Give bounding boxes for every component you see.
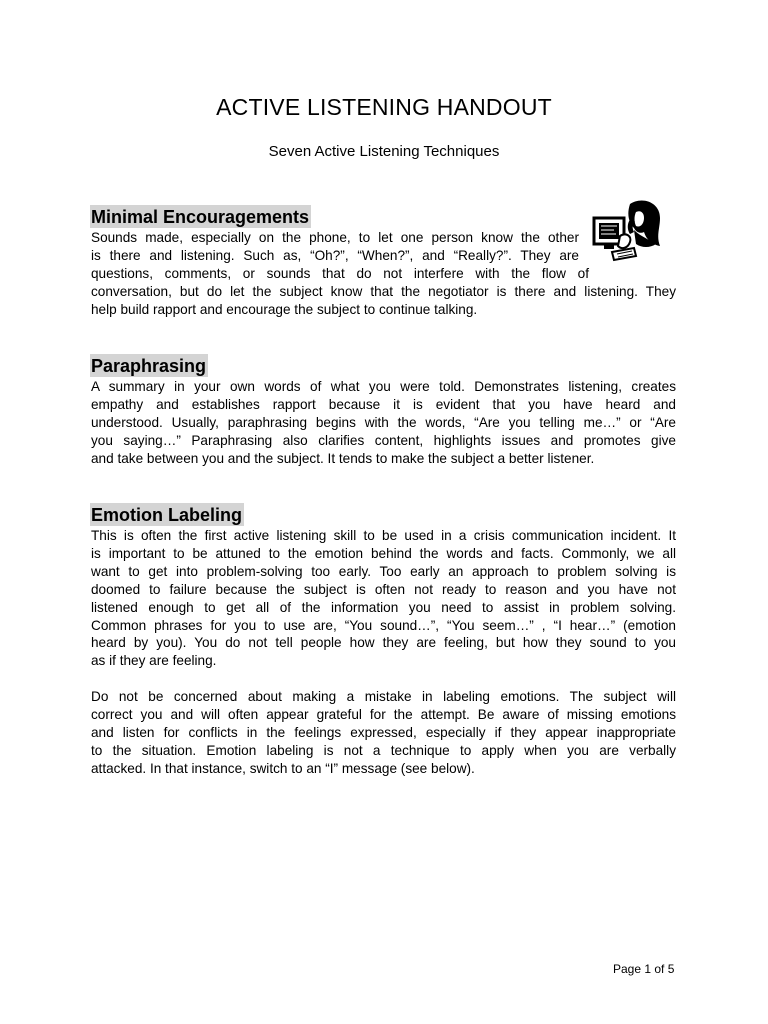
text-line: and take between you and the subject. It tends to make the subject a better listener. (91, 450, 595, 466)
text-line: conversation, but do let the subject know that the negotiator is there and listening. They (91, 283, 676, 299)
text-line: understood. Usually, paraphrasing begins with the words, “Are you telling me…” or “Are (91, 414, 676, 430)
text-line: correct you and will often appear grateful for the attempt. Be aware of missing emotions (91, 706, 676, 722)
section-heading-minimal-encouragements: Minimal Encouragements (91, 207, 310, 227)
text-line: Do not be concerned about making a mistake in labeling emotions. The subject will (91, 689, 676, 704)
document-title: ACTIVE LISTENING HANDOUT (216, 94, 552, 120)
text-line: Sounds made, especially on the phone, to let one person know the other (91, 230, 579, 245)
section-body-paraphrasing (91, 378, 676, 468)
section-body-emotion-labeling-2 (91, 688, 676, 778)
section-heading-emotion-labeling: Emotion Labeling (91, 505, 242, 525)
text-line: attacked. In that instance, switch to an “I” message (see below). (91, 760, 475, 776)
text-line: A summary in your own words of what you were told. Demonstrates listening, creates (91, 379, 676, 394)
text-line: This is often the first active listening skill to be used in a crisis communication incident. It (91, 528, 676, 543)
page-number: Page 1 of 5 (613, 962, 675, 976)
text-line: doomed to failure because the subject is often not ready to reason and you have not (91, 581, 676, 597)
text-line: and listen for conflicts in the feelings expressed, especially if they appear inappropriate (91, 724, 676, 740)
text-line: want to get into problem-solving too early. Too early an approach to problem solving is (91, 563, 676, 579)
text-line: is important to be attuned to the emotion behind the words and facts. Commonly, we all (91, 545, 676, 561)
text-line: questions, comments, or sounds that do not interfere with the flow of (91, 265, 589, 281)
text-line: heard by you). You do not tell people how they are feeling, but how they sound to you (91, 635, 676, 651)
section-body-emotion-labeling (91, 527, 676, 670)
text-line: to the situation. Emotion labeling is not a technique to apply when you are verbally (91, 742, 676, 758)
section-heading-paraphrasing: Paraphrasing (91, 356, 207, 376)
text-line: as if they are feeling. (91, 653, 217, 669)
text-line: empathy and establishes rapport because it is evident that you have heard and (91, 396, 676, 412)
text-line: Common phrases for you to use are, “You sound…”, “You seem…” , “I hear…” (emotion (91, 617, 676, 633)
text-line: help build rapport and encourage the subject to continue talking. (91, 301, 478, 317)
section-body-minimal-encouragements (91, 229, 676, 319)
text-line: you saying…” Paraphrasing also clarifies content, highlights issues and promotes give (91, 432, 676, 448)
document-subtitle: Seven Active Listening Techniques (268, 143, 500, 160)
text-line: listened enough to get all of the information you need to assist in problem solving. (91, 599, 676, 615)
text-line: is there and listening. Such as, “Oh?”, “When?”, and “Really?”. They are (91, 247, 579, 263)
